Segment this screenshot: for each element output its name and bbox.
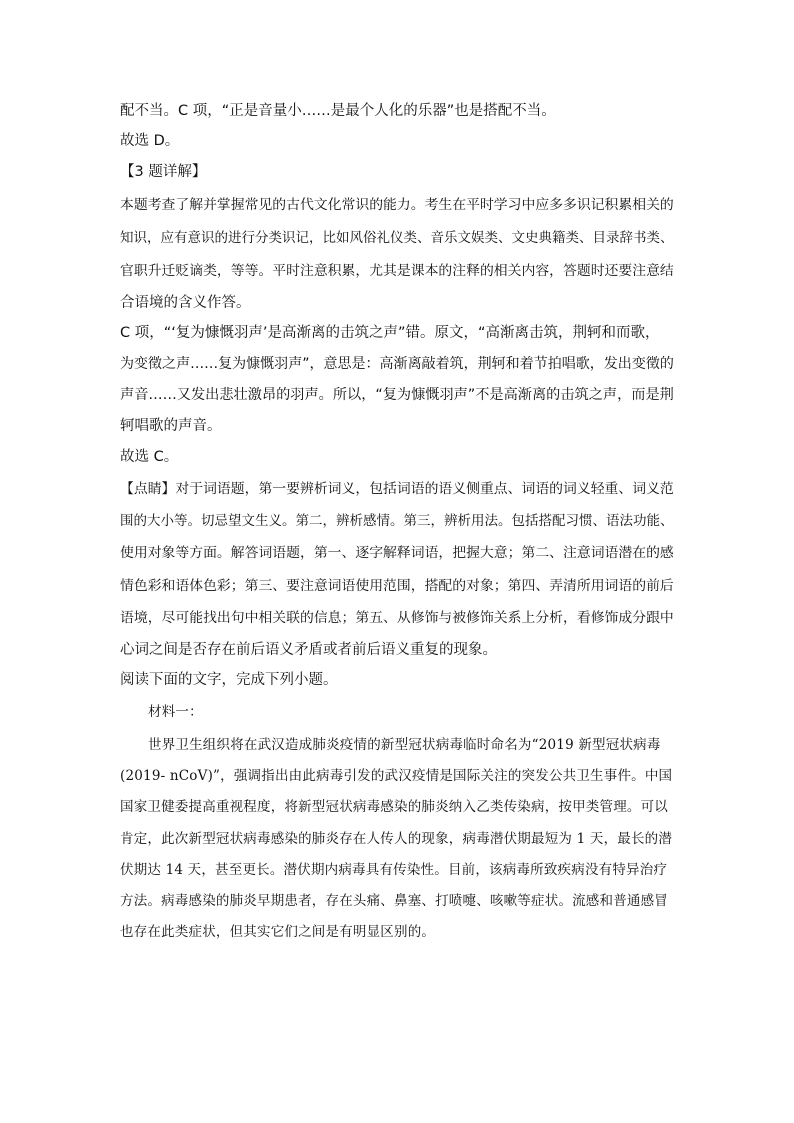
text-line: 为变徵之声……复为慷慨羽声”，意思是：高渐离敲着筑，荆轲和着节拍唱歌，发出变徵的 [120,356,674,372]
text-line: 心词之间是否存在前后语义矛盾或者前后语义重复的现象。 [120,642,497,658]
paragraph-c-option-conclusion: 配不当。C 项，“正是音量小……是最个人化的乐器”也是搭配不当。 [120,103,556,119]
text-line: 语境，尽可能找出句中相关联的信息；第五、从修饰与被修饰关系上分析，看修饰成分跟中 [120,610,674,626]
material-line: 肯定，此次新型冠状病毒感染的肺炎存在人传人的现象，病毒潜伏期最短为 1 天，最长的潜 [120,831,673,847]
text-line: 声音……又发出悲壮激昂的羽声。所以，“复为慷慨羽声”不是高渐离的击筑之声，而是荆 [120,387,674,403]
material-line: 伏期达 14 天，甚至更长。潜伏期内病毒具有传染性。目前，该病毒所致疾病没有特异治疗 [120,862,668,878]
answer-c-line: 故选 C。 [120,449,179,465]
material-line: 方法。病毒感染的肺炎早期患者，存在头痛、鼻塞、打喷嚏、咳嗽等症状。流感和普通感冒 [120,893,668,909]
text-line: 【点睛】对于词语题，第一要辨析词义，包括词语的语义侧重点、词语的词义轻重、词义范 [120,481,674,497]
material-line: (2019- nCoV)”，强调指出由此病毒引发的武汉疫情是国际关注的突发公共卫生事件。中国 [120,768,673,784]
material-line: 国家卫健委提高重视程度，将新型冠状病毒感染的肺炎纳入乙类传染病，按甲类管理。可以 [120,799,668,815]
material-line: 也存在此类症状，但其实它们之间是有明显区别的。 [120,924,436,940]
text-line: 知识，应有意识的进行分类识记，比如风俗礼仪类、音乐文娱类、文史典籍类、目录辞书类、 [120,230,674,246]
text-line: 本题考查了解并掌握常见的古代文化常识的能力。考生在平时学习中应多多识记积累相关的 [120,197,674,213]
text-line: 轲唱歌的声音。 [120,418,222,434]
reading-instruction: 阅读下面的文字，完成下列小题。 [120,672,338,688]
text-line: 围的大小等。切忌望文生义。第二，辨析感情。第三，辨析用法。包括搭配习惯、语法功能、 [120,513,674,529]
answer-d-line: 故选 D。 [120,133,180,149]
text-line: C 项，“‘复为慷慨羽声’是高渐离的击筑之声”错。原文，“高渐离击筑，荆轲和而歌， [120,325,660,341]
text-line: 官职升迁贬谪类，等等。平时注意积累，尤其是课本的注释的相关内容，答题时还要注意结 [120,263,674,279]
text-line: 使用对象等方面。解答词语题，第一、逐字解释词语，把握大意；第二、注意词语潜在的感 [120,545,674,561]
text-line: 情色彩和语体色彩；第三、要注意词语使用范围，搭配的对象；第四、弄清所用词语的前后 [120,578,674,594]
material-line: 世界卫生组织将在武汉造成肺炎疫情的新型冠状病毒临时命名为“2019 新型冠状病毒 [148,737,661,753]
material-heading: 材料一： [148,704,203,720]
section-heading-q3: 【3 题详解】 [120,164,207,180]
text-line: 合语境的含义作答。 [120,295,251,311]
